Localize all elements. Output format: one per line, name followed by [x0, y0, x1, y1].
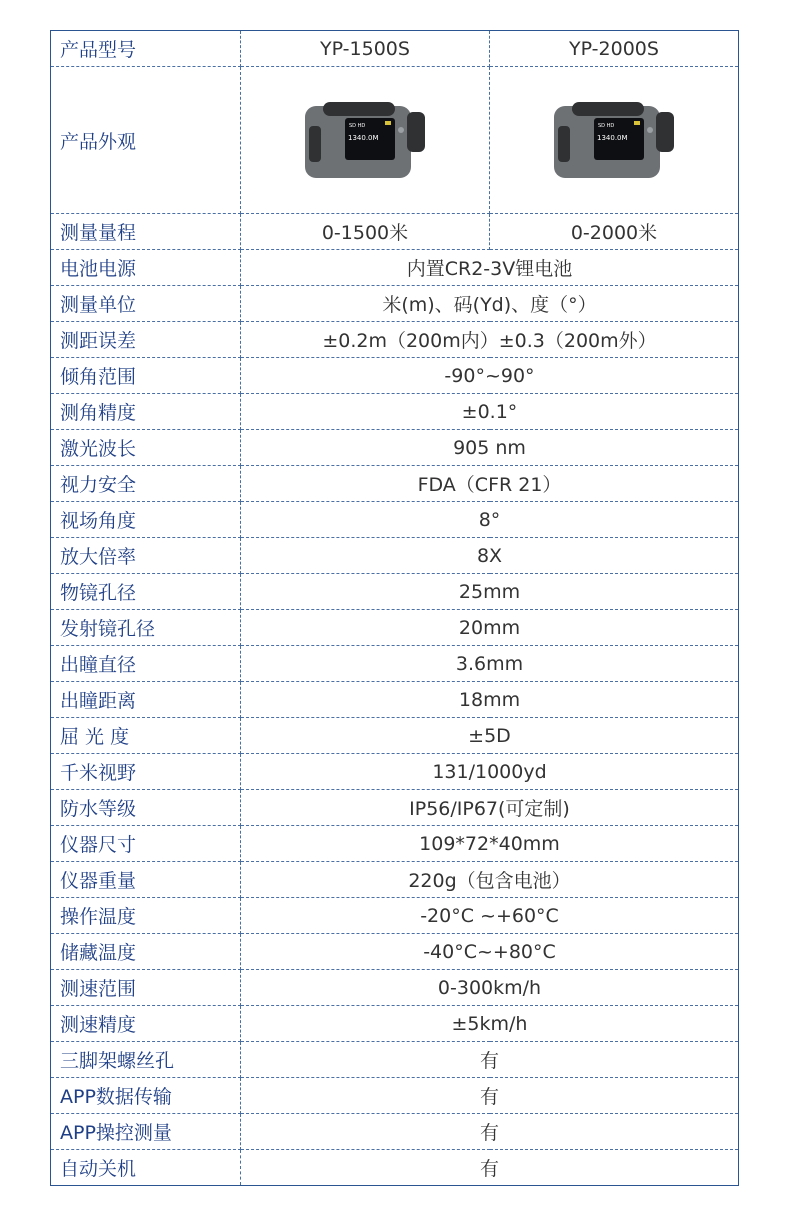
spec-value: -90°~90°: [241, 358, 739, 394]
spec-label: 储藏温度: [51, 934, 241, 970]
spec-value: 8°: [241, 502, 739, 538]
spec-value: -40°C~+80°C: [241, 934, 739, 970]
model-2000: YP-2000S: [490, 31, 739, 67]
spec-label: 三脚架螺丝孔: [51, 1042, 241, 1078]
screen-reading-text: 1340.0M: [597, 134, 628, 142]
spec-row: [51, 1114, 739, 1150]
spec-label: 仪器重量: [51, 862, 241, 898]
spec-row: [51, 1006, 739, 1042]
spec-table: [50, 30, 739, 1186]
model-label: 产品型号: [51, 31, 241, 67]
spec-label: 仪器尺寸: [51, 826, 241, 862]
spec-value: IP56/IP67(可定制): [241, 790, 739, 826]
spec-label: 激光波长: [51, 430, 241, 466]
rangefinder-image-1500: [301, 96, 429, 184]
spec-label: 自动关机: [51, 1150, 241, 1186]
screen-top-text: SD HD: [598, 123, 615, 129]
spec-value: 3.6mm: [241, 646, 739, 682]
spec-value: 有: [241, 1042, 739, 1078]
device-top-band: [572, 102, 644, 116]
spec-value: 内置CR2-3V锂电池: [241, 250, 739, 286]
spec-label: 测距误差: [51, 322, 241, 358]
spec-label: APP操控测量: [51, 1114, 241, 1150]
appearance-row: [51, 67, 739, 214]
spec-row: [51, 610, 739, 646]
spec-label: 视场角度: [51, 502, 241, 538]
spec-value: 8X: [241, 538, 739, 574]
spec-label: 测速范围: [51, 970, 241, 1006]
spec-label: 测速精度: [51, 1006, 241, 1042]
spec-value: 131/1000yd: [241, 754, 739, 790]
header-row: [51, 31, 739, 67]
spec-label: 放大倍率: [51, 538, 241, 574]
spec-label: 测角精度: [51, 394, 241, 430]
spec-label: 视力安全: [51, 466, 241, 502]
range-row: [51, 214, 739, 250]
device-grip: [558, 126, 570, 162]
spec-row: [51, 1150, 739, 1186]
spec-value: 220g（包含电池）: [241, 862, 739, 898]
spec-value: ±5km/h: [241, 1006, 739, 1042]
device-grip: [309, 126, 321, 162]
spec-row: [51, 898, 739, 934]
spec-row: [51, 862, 739, 898]
spec-row: [51, 826, 739, 862]
spec-label: 倾角范围: [51, 358, 241, 394]
spec-label: 防水等级: [51, 790, 241, 826]
spec-row: [51, 646, 739, 682]
spec-label: 出瞳直径: [51, 646, 241, 682]
spec-label: 电池电源: [51, 250, 241, 286]
spec-label: APP数据传输: [51, 1078, 241, 1114]
spec-row: [51, 394, 739, 430]
spec-value: 有: [241, 1114, 739, 1150]
device-top-band: [323, 102, 395, 116]
spec-row: [51, 718, 739, 754]
range-2000: 0-2000米: [490, 214, 739, 250]
spec-row: [51, 502, 739, 538]
spec-value: -20°C ~+60°C: [241, 898, 739, 934]
spec-value: 25mm: [241, 574, 739, 610]
spec-row: [51, 970, 739, 1006]
spec-value: 109*72*40mm: [241, 826, 739, 862]
spec-row: [51, 934, 739, 970]
range-1500: 0-1500米: [241, 214, 490, 250]
model-1500: YP-1500S: [241, 31, 490, 67]
spec-value: 0-300km/h: [241, 970, 739, 1006]
spec-value: 有: [241, 1150, 739, 1186]
spec-label: 屈 光 度: [51, 718, 241, 754]
spec-value: 有: [241, 1078, 739, 1114]
spec-value: 905 nm: [241, 430, 739, 466]
spec-row: [51, 1078, 739, 1114]
spec-row: [51, 682, 739, 718]
spec-label: 物镜孔径: [51, 574, 241, 610]
rangefinder-image-2000: [550, 96, 678, 184]
appearance-cell-1500: [241, 67, 490, 214]
screen-reading-text: 1340.0M: [348, 134, 379, 142]
spec-row: [51, 574, 739, 610]
spec-value: ±0.1°: [241, 394, 739, 430]
device-eyepiece: [656, 112, 674, 152]
device-button-icon: [398, 127, 404, 133]
appearance-cell-2000: [490, 67, 739, 214]
range-label: 测量量程: [51, 214, 241, 250]
spec-row: [51, 754, 739, 790]
spec-value: 20mm: [241, 610, 739, 646]
spec-row: [51, 430, 739, 466]
battery-indicator-icon: [634, 121, 640, 125]
spec-label: 千米视野: [51, 754, 241, 790]
spec-value: 18mm: [241, 682, 739, 718]
spec-value: ±5D: [241, 718, 739, 754]
spec-label: 发射镜孔径: [51, 610, 241, 646]
spec-row: [51, 358, 739, 394]
spec-row: [51, 538, 739, 574]
device-eyepiece: [407, 112, 425, 152]
spec-value: 米(m)、码(Yd)、度（°）: [241, 286, 739, 322]
spec-value: ±0.2m（200m内）±0.3（200m外）: [241, 322, 739, 358]
spec-label: 操作温度: [51, 898, 241, 934]
spec-value: FDA（CFR 21）: [241, 466, 739, 502]
spec-row: [51, 790, 739, 826]
spec-label: 测量单位: [51, 286, 241, 322]
appearance-label: 产品外观: [51, 67, 241, 214]
spec-row: [51, 466, 739, 502]
spec-row: [51, 250, 739, 286]
spec-row: [51, 1042, 739, 1078]
spec-label: 出瞳距离: [51, 682, 241, 718]
spec-row: [51, 286, 739, 322]
battery-indicator-icon: [385, 121, 391, 125]
screen-top-text: SD HD: [349, 123, 366, 129]
device-button-icon: [647, 127, 653, 133]
spec-row: [51, 322, 739, 358]
